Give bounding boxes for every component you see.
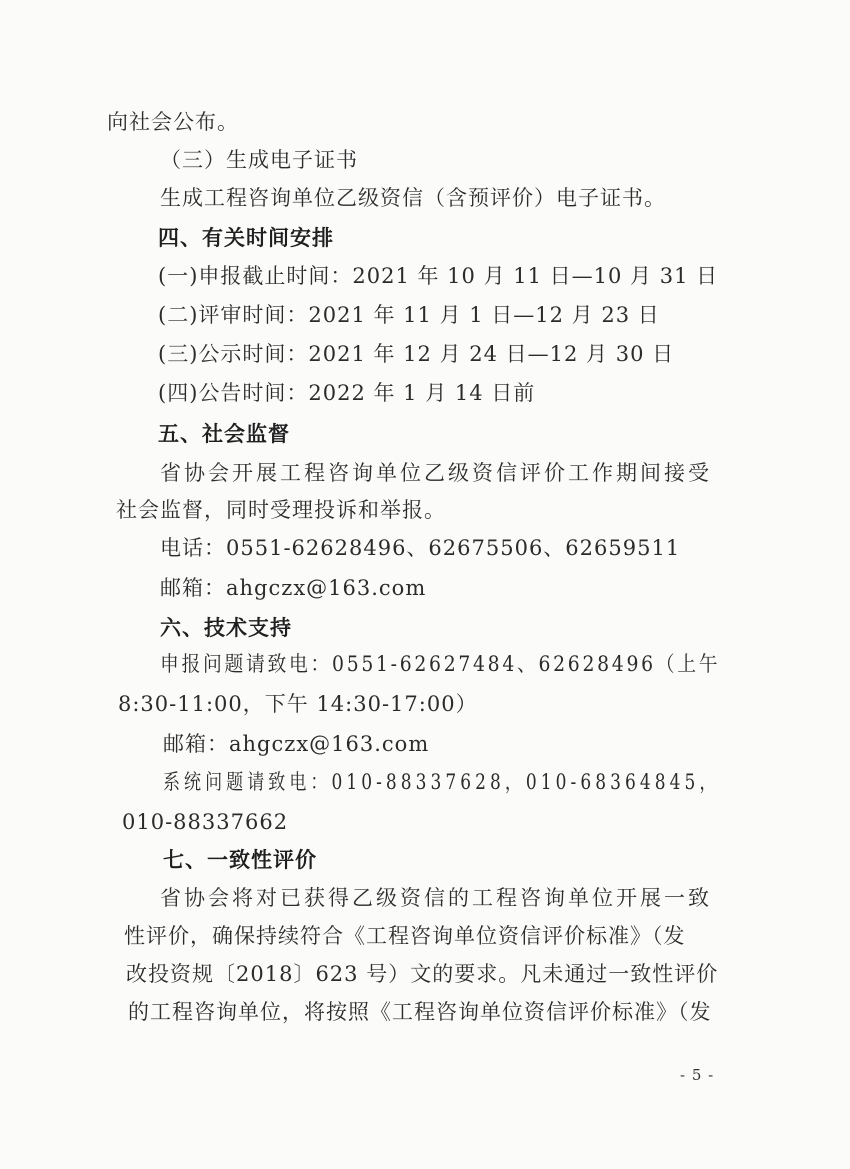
page-number: - 5 - bbox=[680, 1066, 715, 1084]
section-heading: 六、技术支持 bbox=[160, 616, 292, 640]
paragraph-line: 8:30-11:00，下午 14:30-17:00） bbox=[118, 692, 478, 716]
paragraph-line: 010-88337662 bbox=[122, 810, 289, 834]
section-heading: 五、社会监督 bbox=[158, 422, 290, 446]
paragraph-line: 社会监督，同时受理投诉和举报。 bbox=[116, 498, 446, 522]
paragraph-line: 生成工程咨询单位乙级资信（含预评价）电子证书。 bbox=[160, 186, 666, 210]
section-heading: 四、有关时间安排 bbox=[158, 226, 334, 250]
paragraph-line: 系统问题请致电：010-88337628，010-68364845， bbox=[163, 770, 721, 794]
paragraph-line: 向社会公布。 bbox=[107, 110, 239, 134]
schedule-item: (二)评审时间：2021 年 11 月 1 日—12 月 23 日 bbox=[158, 303, 660, 327]
paragraph-line: 改投资规〔2018〕623 号）文的要求。凡未通过一致性评价 bbox=[126, 962, 719, 986]
subsection-heading: （三）生成电子证书 bbox=[160, 148, 358, 172]
schedule-item: (四)公告时间：2022 年 1 月 14 日前 bbox=[158, 381, 536, 405]
section-heading: 七、一致性评价 bbox=[163, 848, 317, 872]
paragraph-line: 省协会开展工程咨询单位乙级资信评价工作期间接受 bbox=[160, 461, 712, 485]
schedule-item: (三)公示时间：2021 年 12 月 24 日—12 月 30 日 bbox=[158, 342, 675, 366]
paragraph-line: 性评价，确保持续符合《工程咨询单位资信评价标准》（发 bbox=[124, 924, 686, 948]
email-line: 邮箱：ahgczx@163.com bbox=[160, 576, 427, 600]
phone-line: 电话：0551-62628496、62675506、62659511 bbox=[160, 536, 681, 560]
email-line: 邮箱：ahgczx@163.com bbox=[163, 732, 430, 756]
paragraph-line: 省协会将对已获得乙级资信的工程咨询单位开展一致 bbox=[160, 886, 712, 910]
paragraph-line: 的工程咨询单位，将按照《工程咨询单位资信评价标准》（发 bbox=[128, 1000, 712, 1024]
schedule-item: (一)申报截止时间：2021 年 10 月 11 日—10 月 31 日 bbox=[158, 264, 719, 288]
paragraph-line: 申报问题请致电：0551-62627484、62628496（上午 bbox=[160, 652, 721, 676]
